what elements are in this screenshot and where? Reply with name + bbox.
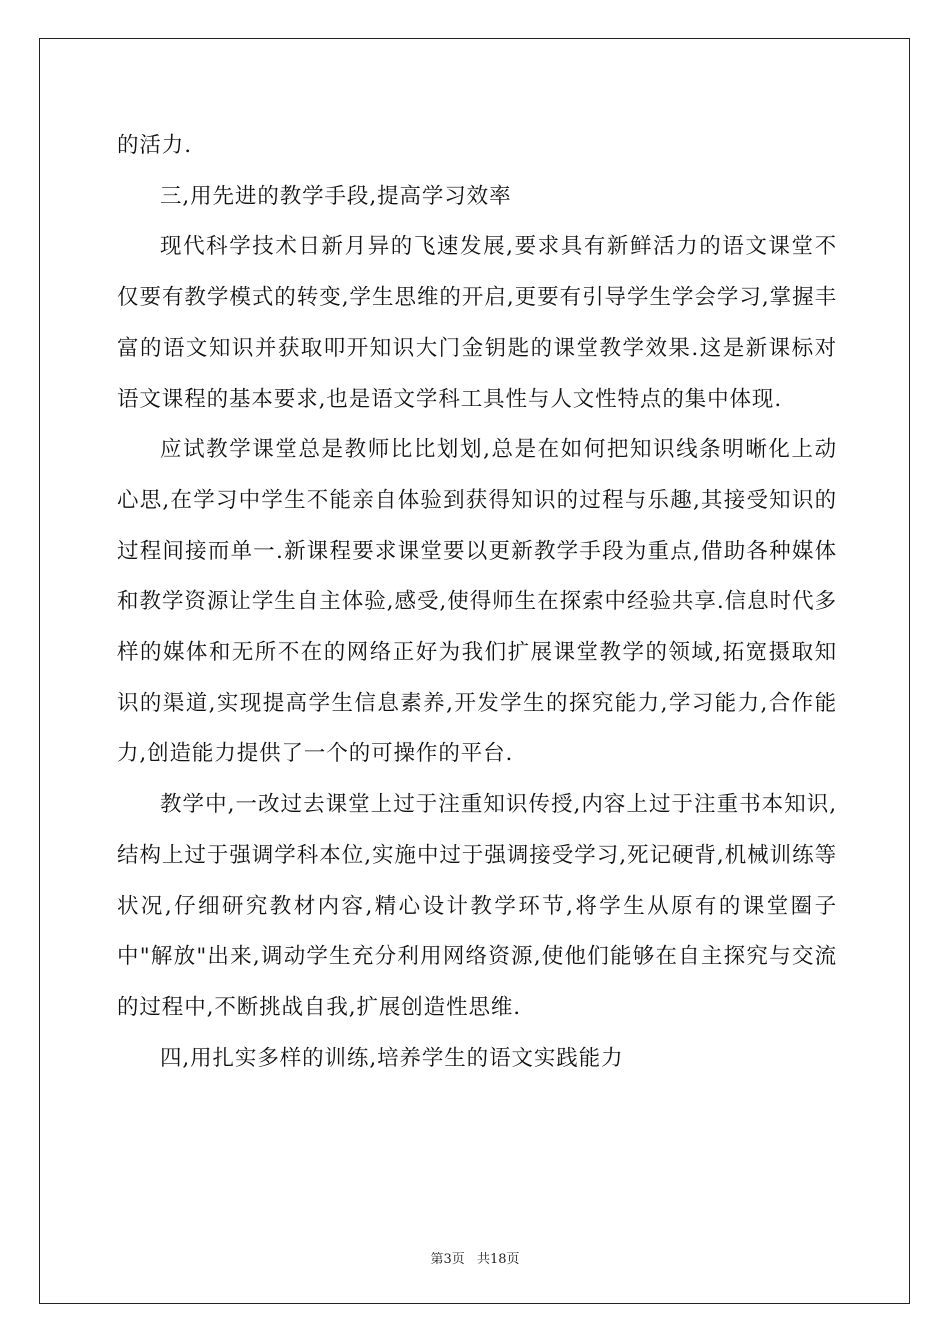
document-body xyxy=(117,121,837,1084)
page-footer xyxy=(0,1248,950,1267)
paragraph: 应试教学课堂总是教师比比划划,总是在如何把知识线条明晰化上动心思,在学习中学生不能亲自体验到获得知识的过程与乐趣,其接受知识的过程间接而单一.新课程要求课堂要以更新教学手段为重点,借助各种媒体和教学资源让学生自主体验,感受,使得师生在探索中经验共享.信息时代多样的媒体和无所不在的网络正好为我们扩展课堂教学的领域,拓宽摄取知识的渠道,实现提高学生信息素养,开发学生的探究能力,学习能力,合作能力,创造能力提供了一个的可操作的平台. xyxy=(117,437,837,767)
page-number: 第3页 xyxy=(430,1252,465,1267)
paragraph: 的活力. xyxy=(117,133,192,158)
paragraph: 现代科学技术日新月异的飞速发展,要求具有新鲜活力的语文课堂不仅要有教学模式的转变,学生思维的开启,更要有引导学生学会学习,掌握丰富的语文知识并获取叩开知识大门金钥匙的课堂教学效果.这是新课标对语文课程的基本要求,也是语文学科工具性与人文性特点的集中体现. xyxy=(117,234,837,412)
page-total: 共18页 xyxy=(476,1252,520,1267)
section-heading: 三,用先进的教学手段,提高学习效率 xyxy=(160,183,512,209)
section-heading: 四,用扎实多样的训练,培养学生的语文实践能力 xyxy=(160,1045,624,1071)
paragraph: 教学中,一改过去课堂上过于注重知识传授,内容上过于注重书本知识,结构上过于强调学科本位,实施中过于强调接受学习,死记硬背,机械训练等状况,仔细研究教材内容,精心设计教学环节,将学生从原有的课堂圈子中"解放"出来,调动学生充分利用网络资源,使他们能够在自主探究与交流的过程中,不断挑战自我,扩展创造性思维. xyxy=(117,792,837,1020)
